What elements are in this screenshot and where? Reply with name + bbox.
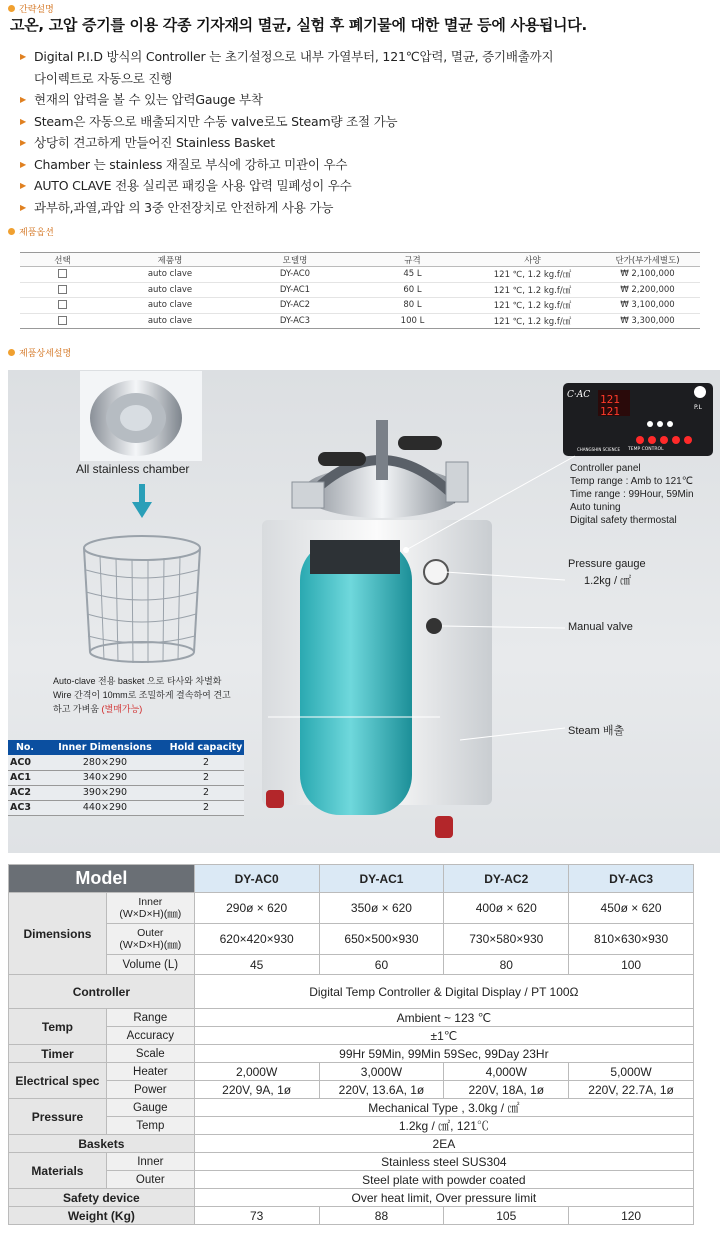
table-cell: 73 [194,1207,319,1225]
table-cell: 220V, 9A, 1ø [194,1081,319,1099]
row-group-label: Baskets [9,1135,195,1153]
section-tag-text: 제품옵션 [19,228,54,238]
table-row [9,1027,694,1045]
row-group-label: Electrical spec [9,1063,107,1099]
table-row [9,1171,694,1189]
bullet-text: 과부하,과열,과압 의 3중 안전장치로 안전하게 사용 가능 [34,199,334,215]
table-row [9,955,694,975]
triangle-bullet-icon: ▶ [20,95,26,104]
row-label: Power [106,1081,194,1099]
table-cell: 810×630×930 [569,924,694,955]
table-row [9,1117,694,1135]
table-cell: Stainless steel SUS304 [194,1153,693,1171]
table-cell: 2EA [194,1135,693,1153]
table-cell: DY-AC1 [235,282,355,298]
table-cell: 121 ℃, 1.2 kg.f/㎠ [470,282,595,298]
table-cell: ₩ 2,200,000 [595,282,700,298]
basket-note-red: (별매가능) [101,704,143,714]
table-cell: AC1 [8,770,42,785]
table-cell: 45 [194,955,319,975]
table-cell: Digital Temp Controller & Digital Display / PT 100Ω [194,975,693,1009]
table-cell: 100 [569,955,694,975]
row-label: Outer (W×D×H)(㎜) [106,924,194,955]
basket-table [8,740,244,816]
model-header: Model [9,865,195,893]
column-header: Hold capacity [169,742,243,753]
table-cell: 730×580×930 [444,924,569,955]
table-row [8,800,244,815]
row-label: Temp [106,1117,194,1135]
table-cell: 99Hr 59Min, 99Min 59Sec, 99Day 23Hr [194,1045,693,1063]
table-row [9,1189,694,1207]
table-cell: 280×290 [42,755,168,770]
bullet-text: Digital P.I.D 방식의 Controller 는 초기설정으로 내부 가열부터, 121℃압력, 멸균, 증기배출까지 [34,49,554,64]
table-cell: 450ø × 620 [569,893,694,924]
panel-display-top: 121 [600,393,620,406]
table-cell: AC3 [8,800,42,815]
table-cell: DY-AC0 [235,267,355,283]
table-row [9,1045,694,1063]
table-row [9,1009,694,1027]
table-header-row [8,740,244,755]
triangle-bullet-icon: ▶ [20,138,26,147]
table-cell: AC0 [8,755,42,770]
table-cell: 390×290 [42,785,168,800]
column-header: 제품명 [105,253,235,267]
row-label: Inner [106,1153,194,1171]
table-cell: auto clave [105,298,235,314]
controller-line: Temp range : Amb to 121℃ [570,476,693,487]
table-cell: 120 [569,1207,694,1225]
bullet-text: Steam은 자동으로 배출되지만 수동 valve로도 Steam량 조절 가능 [34,113,398,129]
table-cell: 100 L [355,313,470,329]
triangle-bullet-icon: ▶ [20,116,26,126]
table-row [9,1135,694,1153]
section-tag-text: 간략설명 [19,5,54,15]
row-group-label: Temp [9,1009,107,1045]
table-cell: DY-AC2 [235,298,355,314]
chamber-photo [80,371,202,461]
table-cell: ₩ 3,100,000 [595,298,700,314]
table-cell: 5,000W [569,1063,694,1081]
pressure-gauge-value: 1.2kg / ㎠ [584,575,632,587]
table-cell: 220V, 22.7A, 1ø [569,1081,694,1099]
table-cell: auto clave [105,313,235,329]
table-cell: 290ø × 620 [194,893,319,924]
row-group-label: Pressure [9,1099,107,1135]
table-cell: ₩ 2,100,000 [595,267,700,283]
table-cell: Over heat limit, Over pressure limit [194,1189,693,1207]
column-header: 단가(부가세별도) [595,253,700,267]
table-cell: 350ø × 620 [319,893,444,924]
column-header: DY-AC1 [319,865,444,893]
table-cell: 88 [319,1207,444,1225]
row-label: Accuracy [106,1027,194,1045]
table-row [9,1207,694,1225]
table-cell: auto clave [105,267,235,283]
column-header: DY-AC2 [444,865,569,893]
row-label: Gauge [106,1099,194,1117]
row-label: Outer [106,1171,194,1189]
headline: 고온, 고압 증기를 이용 각종 기자재의 멸균, 실험 후 폐기물에 대한 멸균 등에 사용됩니다. [10,16,587,34]
table-cell: Steel plate with powder coated [194,1171,693,1189]
table-cell: 105 [444,1207,569,1225]
table-cell: 80 L [355,298,470,314]
table-row [8,770,244,785]
controller-line: Digital safety thermostal [570,515,677,526]
table-cell: AC2 [8,785,42,800]
row-label: Inner (W×D×H)(㎜) [106,893,194,924]
wire-basket-photo [84,536,200,663]
table-cell: ₩ 3,300,000 [595,313,700,329]
table-cell: 2,000W [194,1063,319,1081]
bullet-text: AUTO CLAVE 전용 실리콘 패킹을 사용 압력 밀폐성이 우수 [34,178,352,193]
table-cell: 440×290 [42,800,168,815]
column-header: No. [8,740,42,755]
steam-label: Steam 배출 [568,725,625,737]
row-group-label: Controller [9,975,195,1009]
section-tag-text: 제품상세설명 [19,349,72,359]
row-group-label: Safety device [9,1189,195,1207]
table-row [9,893,694,924]
arrow-down-icon [132,484,152,518]
table-cell: auto clave [105,282,235,298]
table-cell: 121 ℃, 1.2 kg.f/㎠ [470,313,595,329]
column-header: Inner Dimensions [42,740,168,755]
row-label: Heater [106,1063,194,1081]
table-cell: 1.2kg / ㎠, 121℃ [194,1117,693,1135]
table-cell: 650×500×930 [319,924,444,955]
table-row [9,1063,694,1081]
controller-line: Auto tuning [570,502,621,513]
column-header: 사양 [470,253,595,267]
table-cell: 620×420×930 [194,924,319,955]
table-cell: Mechanical Type , 3.0kg / ㎠ [194,1099,693,1117]
table-cell: 121 ℃, 1.2 kg.f/㎠ [470,267,595,283]
table-cell: 3,000W [319,1063,444,1081]
basket-note: Auto-clave 전용 basket 으로 타사와 차별화 [53,676,222,686]
panel-display-bottom: 121 [600,405,620,418]
column-header: 모델명 [235,253,355,267]
table-cell: 45 L [355,267,470,283]
basket-note: Wire 간격이 10mm로 조밀하게 결속하여 견고 [53,690,231,700]
panel-company: CHANGSHIN SCIENCE [577,447,620,452]
table-row [9,1099,694,1117]
column-header: 선택 [20,253,105,267]
table-row [9,924,694,955]
row-label: Range [106,1009,194,1027]
row-label: Volume (L) [106,955,194,975]
triangle-bullet-icon: ▶ [20,159,26,169]
table-cell: 220V, 13.6A, 1ø [319,1081,444,1099]
table-cell: 80 [444,955,569,975]
table-cell: 121 ℃, 1.2 kg.f/㎠ [470,298,595,314]
table-cell: 220V, 18A, 1ø [444,1081,569,1099]
triangle-bullet-icon: ▶ [20,202,26,212]
table-cell: 340×290 [42,770,168,785]
basket-note-text: 하고 가벼움 [53,704,99,714]
table-cell: 400ø × 620 [444,893,569,924]
table-cell: 2 [168,755,244,770]
table-cell: 2 [168,770,244,785]
table-cell: ±1℃ [194,1027,693,1045]
column-header: DY-AC0 [194,865,319,893]
triangle-bullet-icon: ▶ [20,181,26,190]
controller-title: Controller panel [570,463,641,474]
row-group-label: Timer [9,1045,107,1063]
table-row [8,785,244,800]
row-group-label: Dimensions [9,893,107,975]
bullet-text: 현재의 압력을 볼 수 있는 압력Gauge 부착 [34,92,263,107]
bullet-text: 상당히 견고하게 만들어진 Stainless Basket [34,135,275,150]
table-row [9,1153,694,1171]
row-label: Scale [106,1045,194,1063]
column-header: 규격 [355,253,470,267]
row-group-label: Weight (Kg) [9,1207,195,1225]
table-cell: 60 [319,955,444,975]
table-row [8,755,244,770]
table-row [9,975,694,1009]
spec-table [8,864,694,1225]
bullet-text: Chamber 는 stainless 재질로 부식에 강하고 미관이 우수 [34,156,348,172]
table-cell: DY-AC3 [235,313,355,329]
panel-brand: C·AC [567,390,591,400]
table-cell: 2 [168,800,244,815]
row-group-label: Materials [9,1153,107,1189]
pressure-gauge-label: Pressure gauge [568,558,646,570]
chamber-label: All stainless chamber [76,462,190,476]
bullet-text: 다이렉트로 자동으로 진행 [34,70,173,86]
panel-pl-label: P.L [694,404,702,411]
column-header: DY-AC3 [569,865,694,893]
manual-valve-label: Manual valve [568,621,633,633]
controller-line: Time range : 99Hour, 59Min [570,489,694,500]
table-cell: 2 [168,785,244,800]
controller-callout [570,462,694,527]
controller-panel-photo [563,383,713,456]
table-row [9,1081,694,1099]
table-header-row [9,865,694,893]
table-cell: Ambient ~ 123 ℃ [194,1009,693,1027]
triangle-bullet-icon: ▶ [20,52,26,61]
basket-note [53,702,142,715]
panel-caption: TEMP CONTROL [628,447,664,452]
table-cell: 4,000W [444,1063,569,1081]
table-cell: 60 L [355,282,470,298]
autoclave-photo [262,420,492,838]
